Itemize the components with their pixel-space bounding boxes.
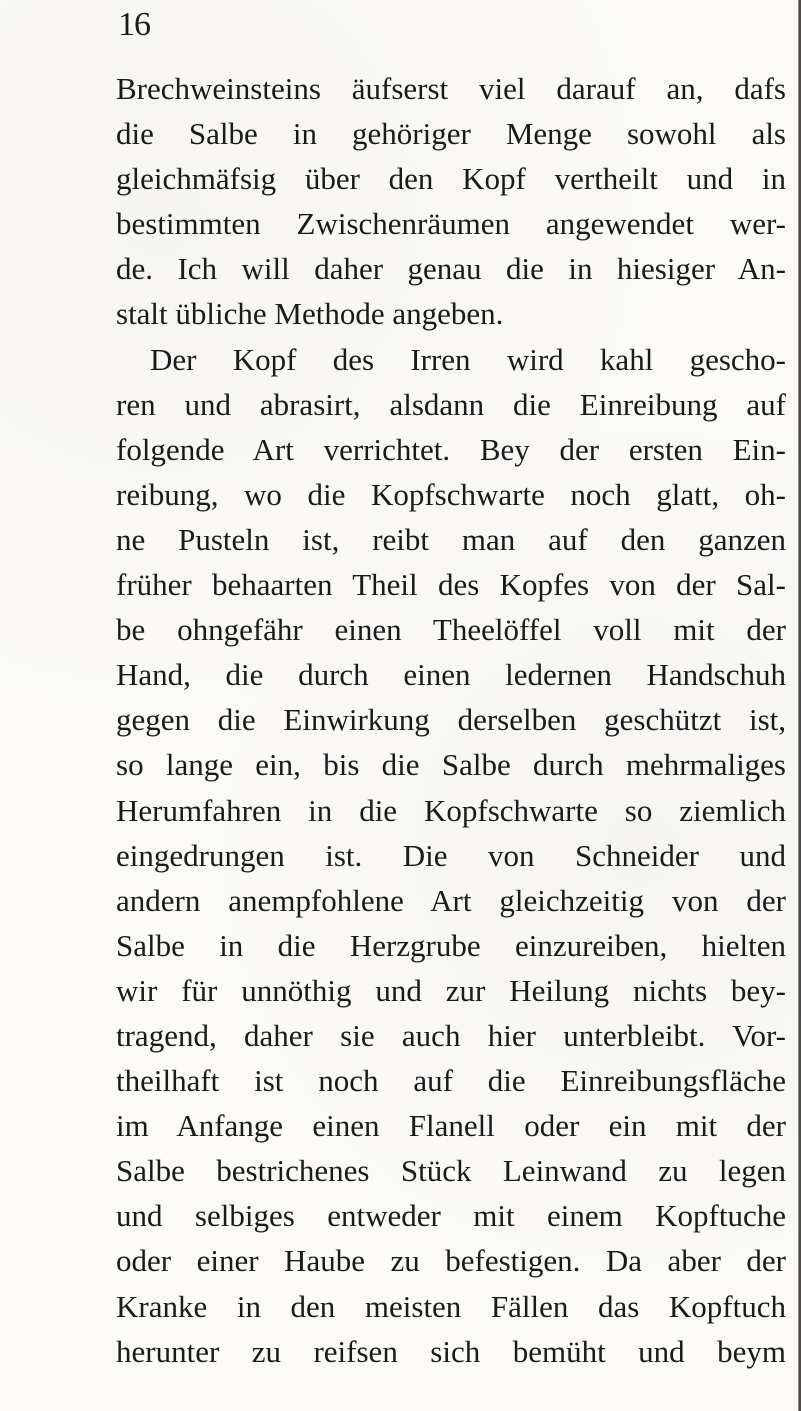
text-line: gleichmäfsig über den Kopf vertheilt und in [116,161,786,197]
text-line: im Anfange einen Flanell oder ein mit der [116,1108,786,1144]
text-line: folgende Art verrichtet. Bey der ersten Ein- [116,431,786,467]
text-line: ren und abrasirt, alsdann die Einreibung auf [116,386,786,422]
text-line: so lange ein, bis die Salbe durch mehrmaliges [116,747,786,783]
text-line: Salbe bestrichenes Stück Leinwand zu legen [116,1153,786,1189]
text-line: oder einer Haube zu befestigen. Da aber der [116,1243,786,1279]
text-line: Brechweinsteins äufserst viel darauf an, dafs [116,71,786,106]
text-line: reibung, wo die Kopfschwarte noch glatt, oh- [116,476,786,512]
text-line: Kranke in den meisten Fällen das Kopftuch [116,1288,786,1324]
text-line: herunter zu reifsen sich bemüht und beym [116,1333,786,1369]
text-line: wir für unnöthig und zur Heilung nichts bey- [116,972,786,1008]
text-line: und selbiges entweder mit einem Kopftuche [116,1198,786,1234]
body-text [116,66,786,1374]
text-line: eingedrungen ist. Die von Schneider und [116,837,786,873]
text-line: Hand, die durch einen ledernen Handschuh [116,657,786,693]
paragraph-start-line: Der Kopf des Irren wird kahl gescho- [150,341,786,377]
text-line: de. Ich will daher genau die in hiesiger An- [116,251,786,287]
page-edge-shadow [793,0,801,1411]
text-line: gegen die Einwirkung derselben geschützt ist, [116,702,786,738]
text-line: ne Pusteln ist, reibt man auf den ganzen [116,521,786,557]
text-line: Herumfahren in die Kopfschwarte so ziemlich [116,792,786,828]
page-number: 16 [118,6,150,43]
text-line: theilhaft ist noch auf die Einreibungsfläche [116,1063,786,1099]
text-line: bestimmten Zwischenräumen angewendet wer- [116,206,786,242]
text-line: die Salbe in gehöriger Menge sowohl als [116,116,786,152]
text-line: stalt übliche Methode angeben. [116,296,504,332]
text-line: Salbe in die Herzgrube einzureiben, hielten [116,927,786,963]
text-line: tragend, daher sie auch hier unterbleibt. Vor- [116,1017,786,1053]
text-line: andern anempfohlene Art gleichzeitig von der [116,882,786,918]
text-line: früher behaarten Theil des Kopfes von der Sal- [116,567,786,603]
text-line: be ohngefähr einen Theelöffel voll mit der [116,612,786,648]
